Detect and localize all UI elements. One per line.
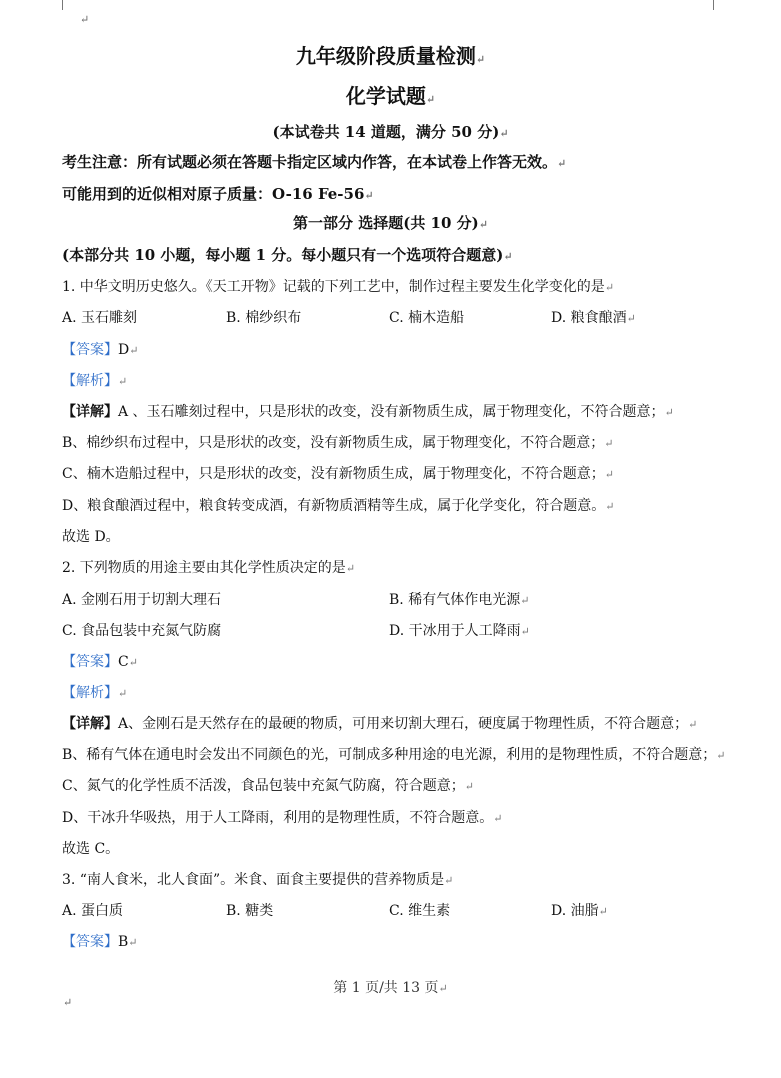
page-footer: 第 1 页/共 13 页↵ [333, 980, 448, 996]
question-2-conclusion: 故选 C。 [62, 841, 120, 857]
question-2-option-b: B. 稀有气体作电光源↵ [389, 592, 530, 608]
question-1-option-c: C. 楠木造船 [389, 310, 465, 326]
section-title: 第一部分 选择题(共 10 分)↵ [293, 214, 488, 232]
crop-mark-top-left [62, 0, 63, 10]
question-2-option-c: C. 食品包装中充氮气防腐 [62, 623, 222, 639]
crop-mark-top-right [713, 0, 714, 10]
question-3-stem: 3. “南人食米，北人食面”。米食、面食主要提供的营养物质是↵ [62, 872, 454, 888]
question-3-option-c: C. 维生素 [389, 903, 451, 919]
question-1-option-d: D. 粮食酿酒↵ [551, 310, 636, 326]
question-1-answer: 【答案】D↵ [62, 342, 139, 358]
question-1-detail-d: D、粮食酿酒过程中，粮食转变成酒，有新物质酒精等生成，属于化学变化，符合题意。↵ [62, 498, 615, 514]
question-1-conclusion: 故选 D。 [62, 529, 120, 545]
question-2-option-d: D. 干冰用于人工降雨↵ [389, 623, 530, 639]
question-3-answer: 【答案】B↵ [62, 934, 138, 950]
question-3-option-d: D. 油脂↵ [551, 903, 608, 919]
paragraph-mark-top: ↵ [80, 13, 90, 26]
atomic-mass-line: 可能用到的近似相对原子质量：O-16 Fe-56↵ [62, 185, 374, 203]
question-1-option-a: A. 玉石雕刻 [62, 310, 138, 326]
question-2-option-a: A. 金刚石用于切割大理石 [62, 592, 222, 608]
section-description: (本部分共 10 小题，每小题 1 分。每小题只有一个选项符合题意)↵ [62, 246, 513, 264]
question-2-detail-b: B、稀有气体在通电时会发出不同颜色的光，可制成多种用途的电光源，利用的是物理性质，不符合题意；↵ [62, 747, 726, 763]
exam-meta: (本试卷共 14 道题，满分 50 分)↵ [272, 123, 509, 141]
question-3-option-a: A. 蛋白质 [62, 903, 124, 919]
exam-notice: 考生注意：所有试题必须在答题卡指定区域内作答，在本试卷上作答无效。↵ [62, 153, 567, 171]
question-1-option-b: B. 棉纱织布 [226, 310, 302, 326]
question-1-detail-c: C、楠木造船过程中，只是形状的改变，没有新物质生成，属于物理变化，不符合题意；↵ [62, 466, 614, 482]
question-1-detail-b: B、棉纱织布过程中，只是形状的改变，没有新物质生成，属于物理变化，不符合题意；↵ [62, 435, 614, 451]
question-1-detail-a: 【详解】A 、玉石雕刻过程中，只是形状的改变，没有新物质生成，属于物理变化，不符合题意；↵ [62, 404, 674, 420]
exam-subtitle: 化学试题↵ [345, 84, 436, 108]
paragraph-mark-bottom: ↵ [63, 996, 73, 1009]
exam-title: 九年级阶段质量检测↵ [295, 44, 486, 68]
question-2-detail-c: C、氮气的化学性质不活泼，食品包装中充氮气防腐，符合题意；↵ [62, 778, 474, 794]
question-2-answer: 【答案】C↵ [62, 654, 138, 670]
question-2-detail-a: 【详解】A、金刚石是天然存在的最硬的物质，可用来切割大理石，硬度属于物理性质，不符合题意；↵ [62, 716, 698, 732]
question-1-analysis-tag: 【解析】↵ [62, 373, 128, 389]
question-2-analysis-tag: 【解析】↵ [62, 685, 128, 701]
question-1-stem: 1. 中华文明历史悠久。《天工开物》记载的下列工艺中，制作过程主要发生化学变化的是↵ [62, 279, 615, 295]
question-3-option-b: B. 糖类 [226, 903, 274, 919]
question-2-stem: 2. 下列物质的用途主要由其化学性质决定的是↵ [62, 560, 356, 576]
question-2-detail-d: D、干冰升华吸热，用于人工降雨，利用的是物理性质，不符合题意。↵ [62, 810, 503, 826]
